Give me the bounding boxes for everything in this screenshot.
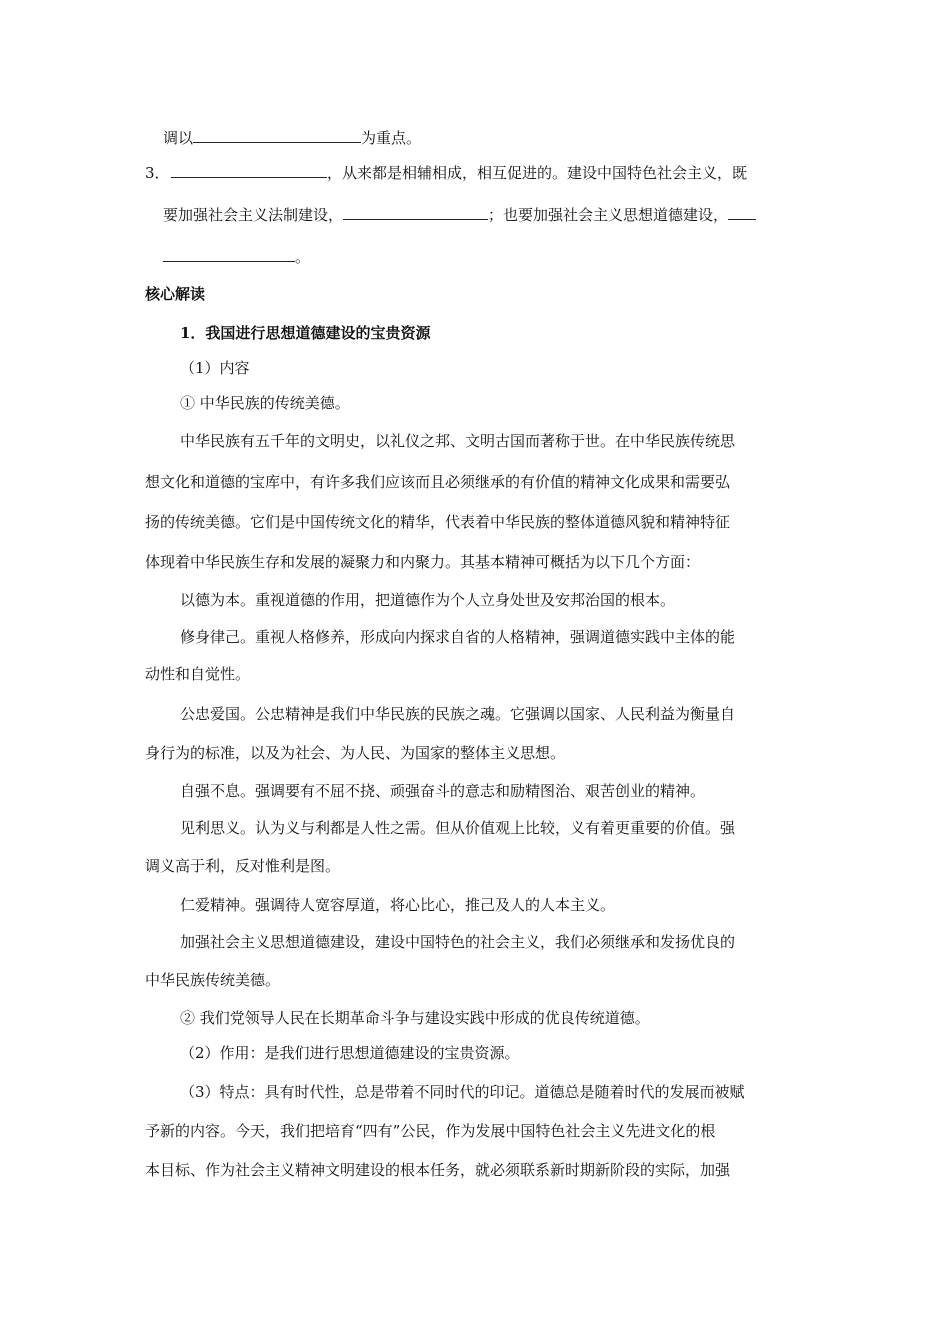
body-line: 仁爱精神。强调待人宽容厚道，将心比心，推己及人的人本主义。 — [180, 896, 616, 914]
body-line: 想文化和道德的宝库中，有许多我们应该而且必须继承的有价值的精神文化成果和需要弘 — [145, 473, 731, 491]
body-line: 中华民族有五千年的文明史，以礼仪之邦、文明古国而著称于世。在中华民族传统思 — [180, 432, 736, 450]
body-line: 以德为本。重视道德的作用，把道德作为个人立身处世及安邦治国的根本。 — [180, 591, 676, 609]
body-line: 调义高于利，反对惟利是图。 — [145, 857, 341, 875]
body-line: （2）作用：是我们进行思想道德建设的宝贵资源。 — [180, 1044, 520, 1062]
fill-text: ；也要加强社会主义思想道德建设， — [488, 206, 729, 224]
answer-blank[interactable] — [171, 163, 327, 178]
fill-text: 。 — [295, 248, 311, 266]
answer-blank[interactable] — [343, 205, 488, 220]
body-line: 身行为的标准，以及为社会、为人民、为国家的整体主义思想。 — [145, 744, 566, 762]
body-line: 体现着中华民族生存和发展的凝聚力和内聚力。其基本精神可概括为以下几个方面： — [145, 553, 701, 571]
answer-blank[interactable] — [728, 205, 756, 220]
body-line: 动性和自觉性。 — [145, 665, 251, 683]
fill-text: 为重点。 — [361, 129, 422, 147]
fill-line-4 — [163, 247, 310, 267]
answer-blank[interactable] — [163, 247, 295, 262]
body-line: （1）内容 — [180, 359, 250, 377]
body-line: ① 中华民族的传统美德。 — [180, 394, 350, 412]
body-line: 公忠爱国。公忠精神是我们中华民族的民族之魂。它强调以国家、人民利益为衡量自 — [180, 705, 736, 723]
fill-text: 调以 — [163, 129, 194, 147]
body-line: （3）特点：具有时代性，总是带着不同时代的印记。道德总是随着时代的发展而被赋 — [180, 1083, 745, 1101]
fill-text: 要加强社会主义法制建设， — [163, 206, 344, 224]
fill-line-1 — [163, 128, 421, 148]
fill-line-3 — [163, 205, 756, 225]
body-line: 本目标、作为社会主义精神文明建设的根本任务，就必须联系新时期新阶段的实际，加强 — [145, 1161, 731, 1179]
body-line: 见利思义。认为义与利都是人性之需。但从价值观上比较，义有着更重要的价值。强 — [180, 819, 736, 837]
body-line: 中华民族传统美德。 — [145, 971, 281, 989]
answer-blank[interactable] — [193, 128, 361, 143]
body-line: ② 我们党领导人民在长期革命斗争与建设实践中形成的优良传统道德。 — [180, 1009, 650, 1027]
body-line: 加强社会主义思想道德建设，建设中国特色的社会主义，我们必须继承和发扬优良的 — [180, 933, 736, 951]
body-line: 自强不息。强调要有不屈不挠、顽强奋斗的意志和励精图治、艰苦创业的精神。 — [180, 782, 706, 800]
section-title: 核心解读 — [145, 285, 206, 303]
question-number: 3． — [145, 164, 170, 182]
body-line: 修身律己。重视人格修养，形成向内探求自省的人格精神，强调道德实践中主体的能 — [180, 628, 736, 646]
body-line: 扬的传统美德。它们是中国传统文化的精华，代表着中华民族的整体道德风貌和精神特征 — [145, 513, 731, 531]
fill-text: ，从来都是相辅相成，相互促进的。建设中国特色社会主义，既 — [327, 164, 748, 182]
fill-line-2 — [145, 163, 747, 183]
body-line: 予新的内容。今天，我们把培育“四有”公民，作为发展中国特色社会主义先进文化的根 — [145, 1122, 716, 1140]
subsection-heading: 1．我国进行思想道德建设的宝贵资源 — [180, 324, 431, 342]
